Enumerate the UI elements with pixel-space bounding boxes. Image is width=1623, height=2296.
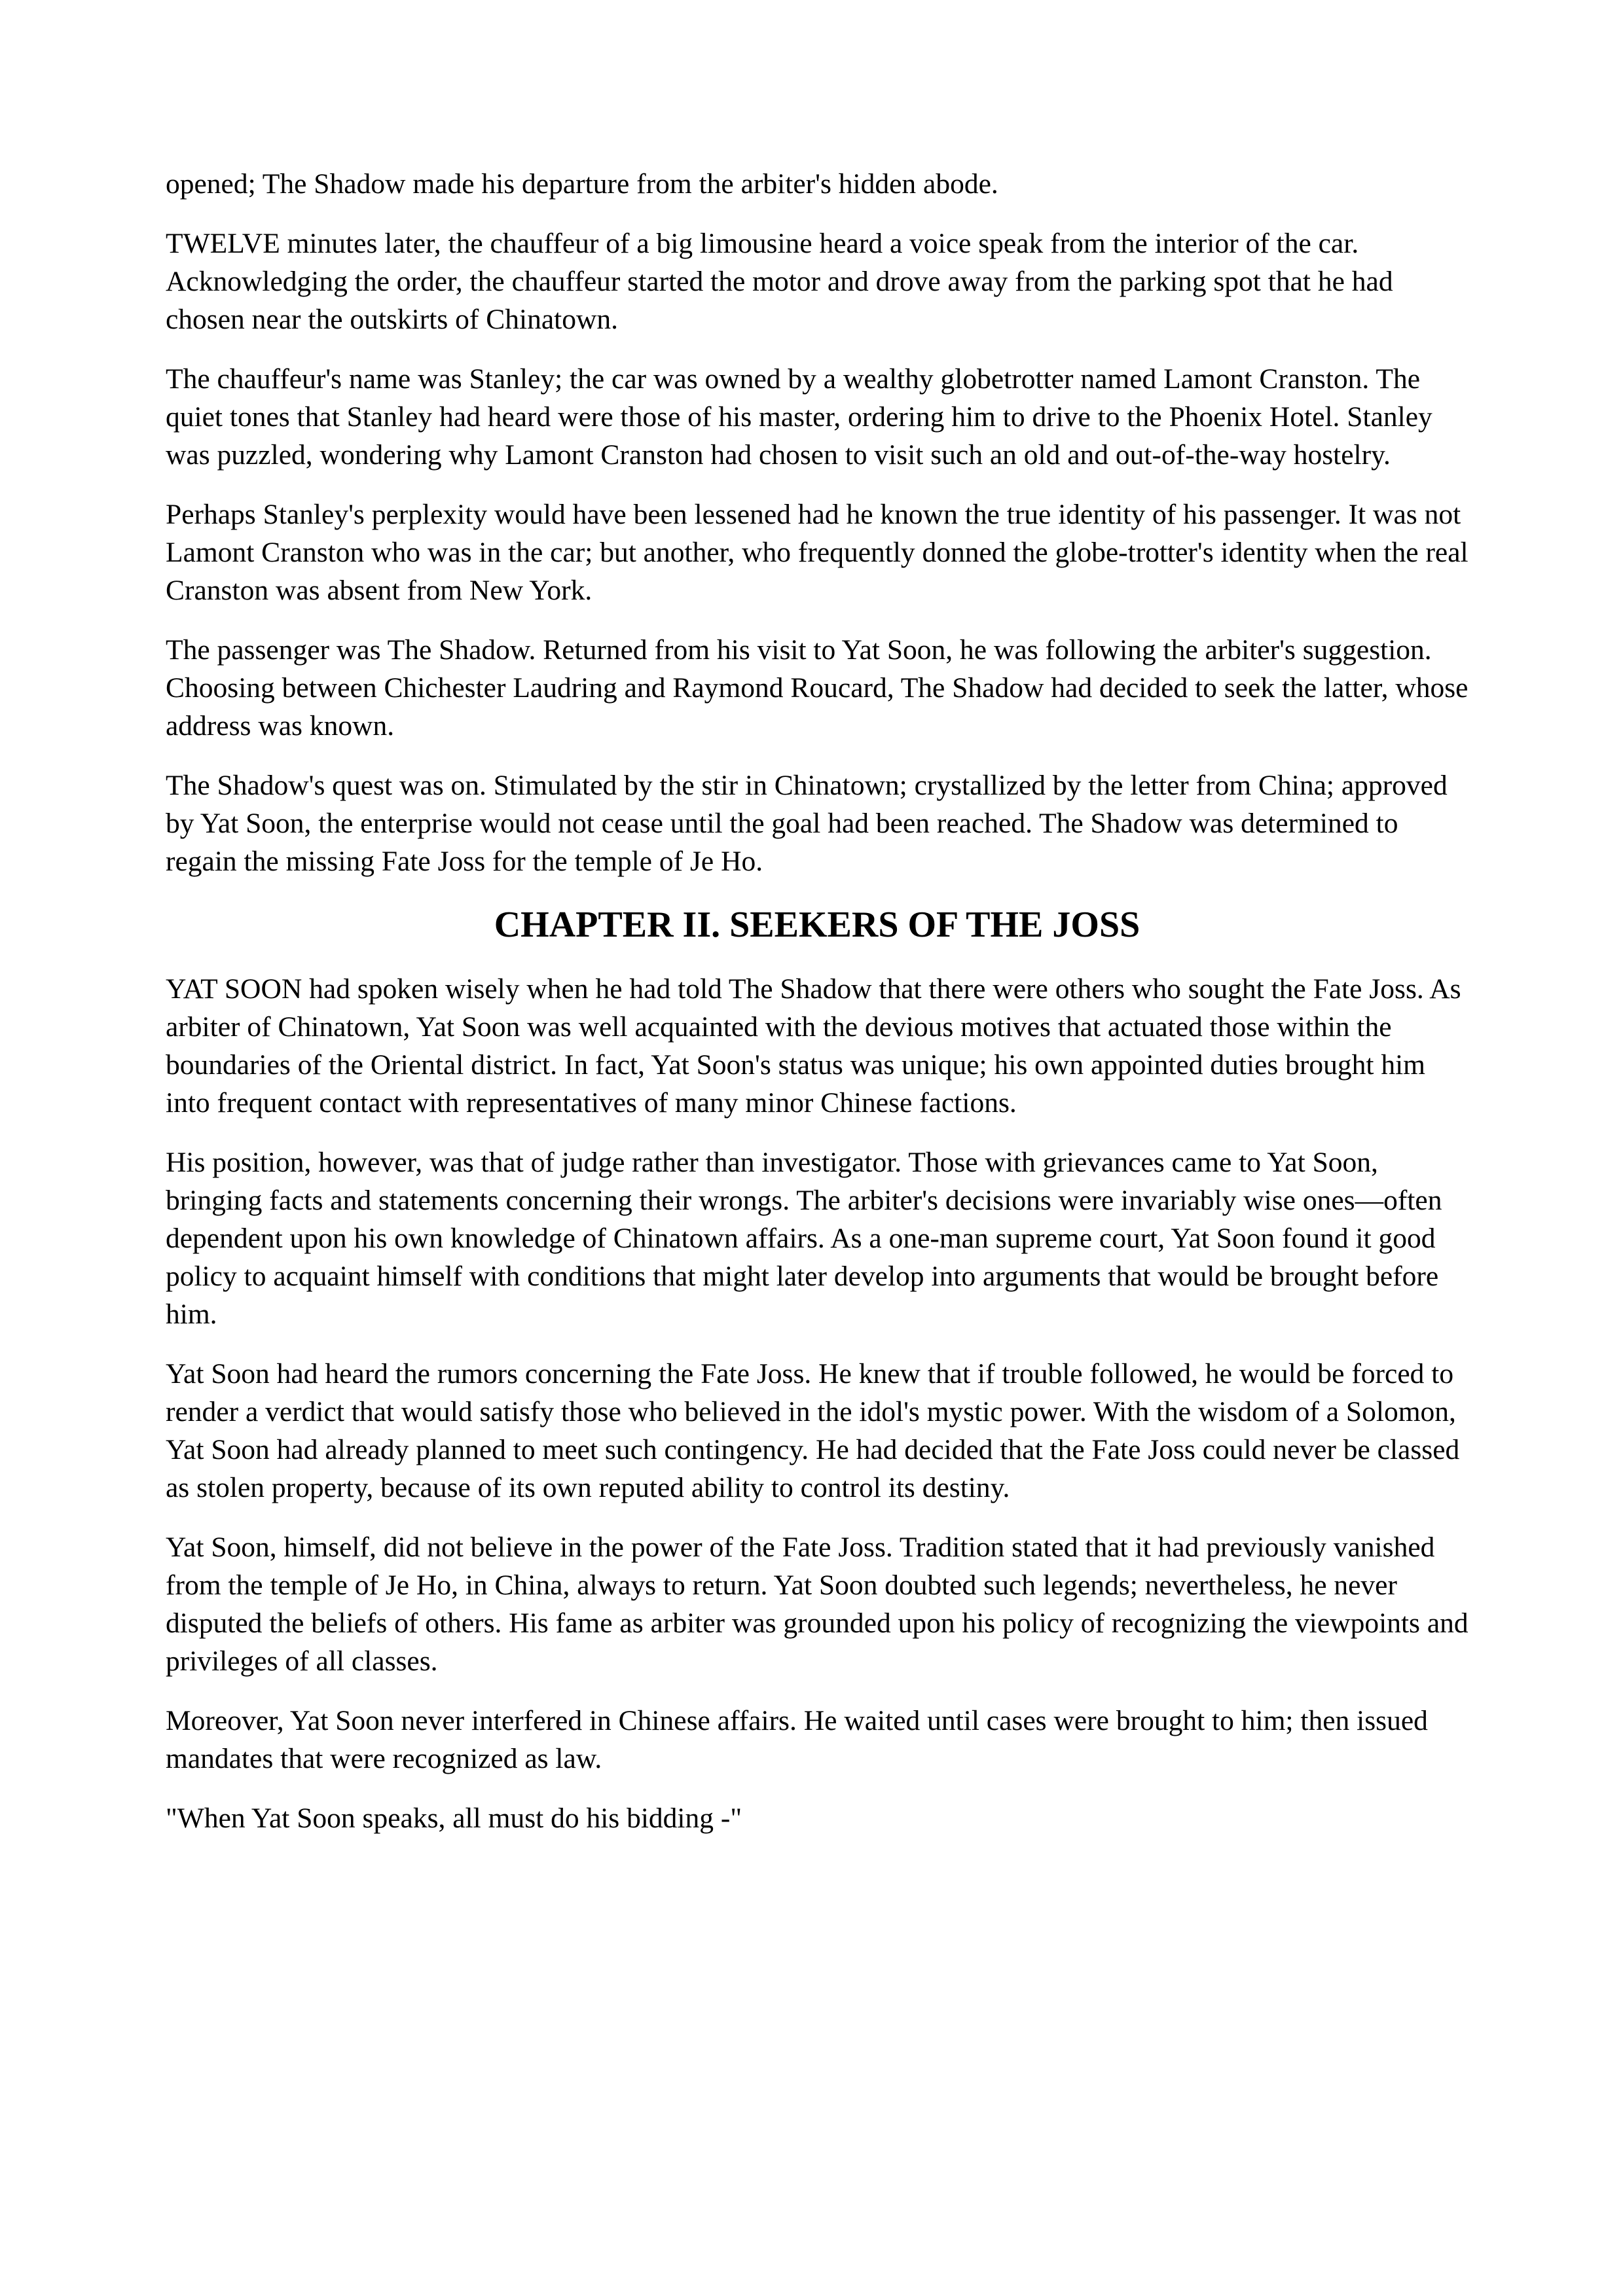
paragraph: The Shadow's quest was on. Stimulated by the stir in Chinatown; crystallized by the letter from China; approved by Yat Soon, the enterprise would not cease until the goal had been reached. The Shadow was determined to regain the missing Fate Joss for the temple of Je Ho. xyxy=(166,770,1448,877)
paragraph: YAT SOON had spoken wisely when he had told The Shadow that there were others who sought the Fate Joss. As arbiter of Chinatown, Yat Soon was well acquainted with the devious motives that actuated those within the boundaries of the Oriental district. In fact, Yat Soon's status was unique; his own appointed duties brought him into frequent contact with representatives of many minor Chinese factions. xyxy=(166,973,1461,1119)
chapter-heading: CHAPTER II. SEEKERS OF THE JOSS xyxy=(494,905,1140,945)
paragraph: Yat Soon, himself, did not believe in the power of the Fate Joss. Tradition stated that it had previously vanished from the temple of Je Ho, in China, always to return. Yat Soon doubted such legends; nevertheless, he never disputed the beliefs of others. His fame as arbiter was grounded upon his policy of recognizing the viewpoints and privileges of all classes. xyxy=(166,1532,1468,1677)
paragraph: TWELVE minutes later, the chauffeur of a big limousine heard a voice speak from the interior of the car. Acknowledging the order, the chauffeur started the motor and drove away from the parking spot that he had chosen near the outskirts of Chinatown. xyxy=(166,228,1393,335)
paragraph: "When Yat Soon speaks, all must do his bidding -" xyxy=(166,1803,742,1834)
document-body xyxy=(166,165,1468,1859)
paragraph: Moreover, Yat Soon never interfered in Chinese affairs. He waited until cases were brought to him; then issued mandates that were recognized as law. xyxy=(166,1705,1428,1774)
paragraph: Yat Soon had heard the rumors concerning the Fate Joss. He knew that if trouble followed, he would be forced to render a verdict that would satisfy those who believed in the idol's mystic power. With the wisdom of a Solomon, Yat Soon had already planned to meet such contingency. He had decided that the Fate Joss could never be classed as stolen property, because of its own reputed ability to control its destiny. xyxy=(166,1358,1460,1503)
paragraph: Perhaps Stanley's perplexity would have been lessened had he known the true identity of his passenger. It was not Lamont Cranston who was in the car; but another, who frequently donned the globe-trotter's identity when the real Cranston was absent from New York. xyxy=(166,499,1468,606)
paragraph: opened; The Shadow made his departure from the arbiter's hidden abode. xyxy=(166,168,998,200)
paragraph: The chauffeur's name was Stanley; the car was owned by a wealthy globetrotter named Lamont Cranston. The quiet tones that Stanley had heard were those of his master, ordering him to drive to the Phoenix Hotel. Stanley was puzzled, wondering why Lamont Cranston had chosen to visit such an old and out-of-the-way hostelry. xyxy=(166,363,1432,471)
paragraph: His position, however, was that of judge rather than investigator. Those with grievances came to Yat Soon, bringing facts and statements concerning their wrongs. The arbiter's decisions were invariably wise ones—often dependent upon his own knowledge of Chinatown affairs. As a one-man supreme court, Yat Soon found it good policy to acquaint himself with conditions that might later develop into arguments that would be brought before him. xyxy=(166,1147,1442,1330)
paragraph: The passenger was The Shadow. Returned from his visit to Yat Soon, he was following the arbiter's suggestion. Choosing between Chichester Laudring and Raymond Roucard, The Shadow had decided to seek the latter, whose address was known. xyxy=(166,634,1468,742)
